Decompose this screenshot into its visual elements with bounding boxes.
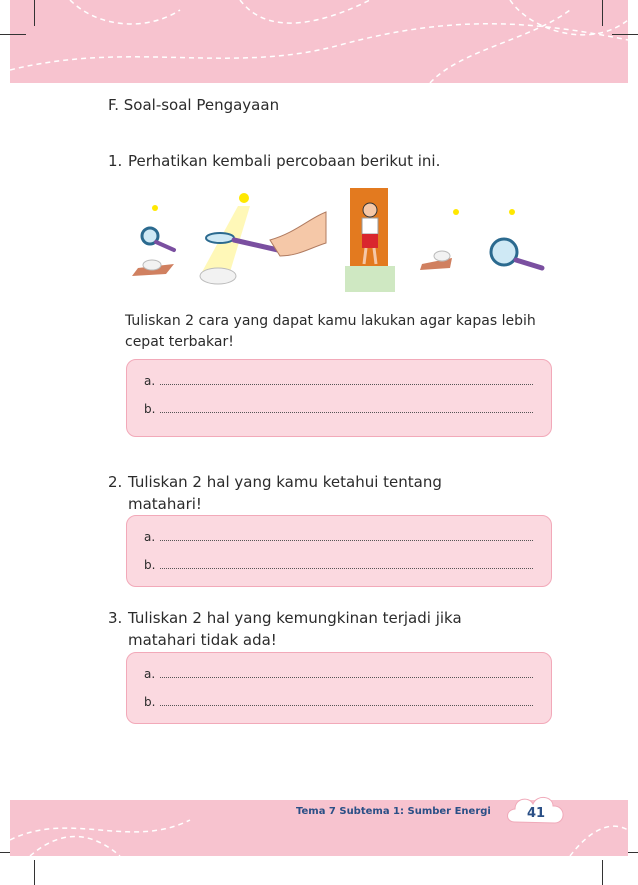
- answer-label: a.: [144, 374, 156, 388]
- section-title: F. Soal-soal Pengayaan: [108, 96, 280, 114]
- magnifier-icon: [491, 239, 517, 265]
- dotted-line: [160, 705, 533, 706]
- sun-icon: [239, 193, 249, 203]
- question-text: Tuliskan 2 hal yang kamu ketahui tentang matahari!: [128, 473, 442, 513]
- dotted-line: [160, 568, 533, 569]
- instruction-text: Tuliskan 2 cara yang dapat kamu lakukan agar kapas lebih cepat terbakar!: [125, 313, 536, 350]
- crop-mark: [612, 34, 638, 35]
- question-number: 3.: [108, 609, 123, 627]
- crop-mark: [34, 0, 35, 26]
- answer-line-a[interactable]: [144, 667, 533, 681]
- answer-box-2: [126, 515, 552, 587]
- sun-icon: [152, 205, 158, 211]
- answer-line-b[interactable]: [144, 558, 533, 572]
- header-dashed-curves: [10, 0, 628, 83]
- sun-icon: [453, 209, 459, 215]
- answer-label: a.: [144, 530, 156, 544]
- question-number: 2.: [108, 473, 123, 491]
- answer-label: b.: [144, 695, 156, 709]
- answer-label: b.: [144, 402, 156, 416]
- answer-line-b[interactable]: [144, 402, 533, 416]
- answer-line-a[interactable]: [144, 374, 533, 388]
- footer-title: Tema 7 Subtema 1: Sumber Energi: [296, 806, 491, 817]
- dotted-line: [160, 384, 533, 385]
- crop-mark: [34, 860, 35, 885]
- question-text: Perhatikan kembali percobaan berikut ini.: [128, 152, 441, 170]
- question-text: Tuliskan 2 hal yang kemungkinan terjadi jika matahari tidak ada!: [128, 609, 462, 649]
- question-number: 1.: [108, 152, 123, 170]
- sun-icon: [509, 209, 515, 215]
- dotted-line: [160, 540, 533, 541]
- answer-line-a[interactable]: [144, 530, 533, 544]
- answer-label: a.: [144, 667, 156, 681]
- dotted-line: [160, 677, 533, 678]
- experiment-illustration: [130, 188, 550, 294]
- answer-line-b[interactable]: [144, 695, 533, 709]
- hand-icon: [270, 212, 326, 256]
- crop-mark: [602, 860, 603, 885]
- student-icon: [362, 218, 378, 234]
- answer-box-3: [126, 652, 552, 724]
- answer-label: b.: [144, 558, 156, 572]
- page-number: 41: [527, 806, 546, 821]
- header-decoration: [10, 0, 628, 83]
- crop-mark: [602, 0, 603, 26]
- crop-mark: [0, 34, 26, 35]
- dotted-line: [160, 412, 533, 413]
- answer-box-1: [126, 359, 552, 437]
